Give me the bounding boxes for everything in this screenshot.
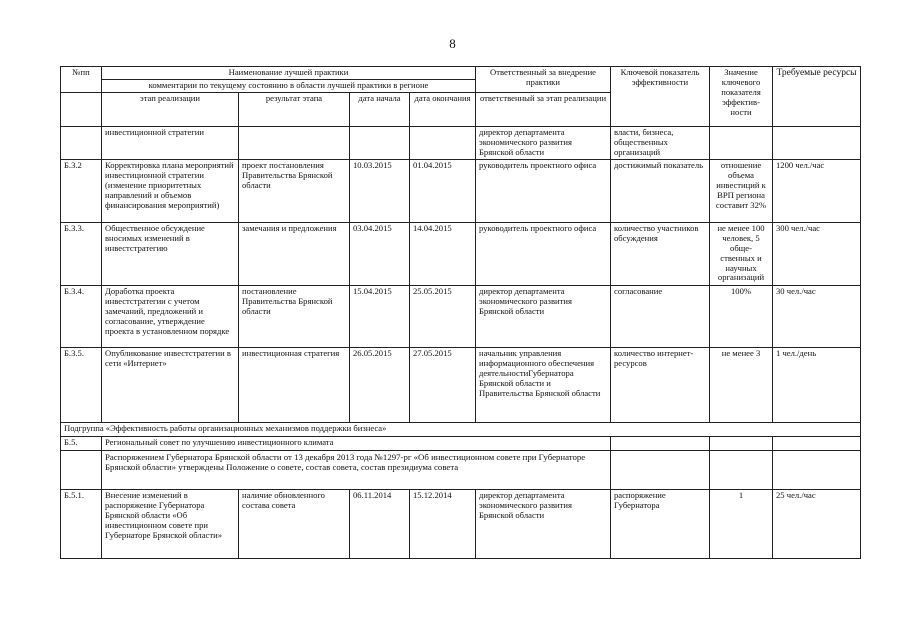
decree-empty bbox=[773, 451, 861, 490]
row-resources: 1200 чел./час bbox=[773, 160, 861, 223]
row-num: Б.3.2 bbox=[61, 160, 102, 223]
row-result: замечания и предложения bbox=[239, 223, 350, 286]
section-empty bbox=[773, 437, 861, 451]
section-row bbox=[61, 437, 861, 451]
decree-row bbox=[61, 451, 861, 490]
row-resources bbox=[773, 127, 861, 160]
row-value: не менее 100 человек, 5 обще-ственных и научных организаций bbox=[710, 223, 773, 286]
row-value: отношение объема инвестиций к ВРП региона составит 32% bbox=[710, 160, 773, 223]
row-start: 15.04.2015 bbox=[350, 286, 410, 348]
header-kpi: Ключевой показатель эффективности bbox=[611, 67, 710, 127]
row-result: постановление Правительства Брянской области bbox=[239, 286, 350, 348]
row-stage: Внесение изменений в распоряжение Губернатора Брянской области «Об инвестиционном совете при Губернаторе Брянской области» bbox=[102, 490, 239, 559]
page-number: 8 bbox=[449, 36, 456, 51]
row-start bbox=[350, 127, 410, 160]
row-start: 06.11.2014 bbox=[350, 490, 410, 559]
row-end bbox=[410, 127, 476, 160]
section-empty bbox=[611, 437, 710, 451]
header-start-date: дата начала bbox=[350, 93, 410, 127]
row-responsible: начальник управления информационного обеспечения деятельностиГубернатора Брянской области и Правительства Брянской области bbox=[476, 348, 611, 423]
row-num: Б.3.4. bbox=[61, 286, 102, 348]
row-resources: 25 чел./час bbox=[773, 490, 861, 559]
row-end: 14.04.2015 bbox=[410, 223, 476, 286]
row-resources: 30 чел./час bbox=[773, 286, 861, 348]
row-end: 25.05.2015 bbox=[410, 286, 476, 348]
header-num: №пп bbox=[61, 67, 102, 93]
row-num: Б.5.1. bbox=[61, 490, 102, 559]
table-row bbox=[61, 490, 861, 559]
header-stage: этап реализации bbox=[102, 93, 239, 127]
row-end: 15.12.2014 bbox=[410, 490, 476, 559]
row-responsible: директор департамента экономического развития Брянской области bbox=[476, 127, 611, 160]
header-row-1 bbox=[61, 67, 861, 80]
section-title: Региональный совет по улучшению инвестиционного климата bbox=[102, 437, 611, 451]
row-num bbox=[61, 127, 102, 160]
row-start: 26.05.2015 bbox=[350, 348, 410, 423]
row-kpi: согласование bbox=[611, 286, 710, 348]
row-responsible: руководитель проектного офиса bbox=[476, 223, 611, 286]
row-result: инвестиционная стратегия bbox=[239, 348, 350, 423]
table-row bbox=[61, 286, 861, 348]
decree-empty bbox=[611, 451, 710, 490]
section-num: Б.5. bbox=[61, 437, 102, 451]
row-result bbox=[239, 127, 350, 160]
header-kpi-value: Значение ключевого показателя эффектив-ности bbox=[710, 67, 773, 127]
row-resources: 300 чел./час bbox=[773, 223, 861, 286]
row-value bbox=[710, 127, 773, 160]
row-result: проект постановления Правительства Брянской области bbox=[239, 160, 350, 223]
row-kpi: достижимый показатель bbox=[611, 160, 710, 223]
subgroup-title: Подгруппа «Эффективность работы организационных механизмов поддержки бизнеса» bbox=[61, 423, 861, 437]
table-row bbox=[61, 348, 861, 423]
header-stage-responsible: ответственный за этап реализации bbox=[476, 93, 611, 127]
best-practice-table bbox=[60, 66, 861, 559]
row-num: Б.3.5. bbox=[61, 348, 102, 423]
table-row bbox=[61, 160, 861, 223]
row-responsible: директор департамента экономического развития Брянской области bbox=[476, 286, 611, 348]
decree-text: Распоряжением Губернатора Брянской области от 13 декабря 2013 года №1297-рг «Об инвестиционном совете при Губернаторе Брянской области» утверждены Положение о совете, состав совета, состав президиума совета bbox=[102, 451, 611, 490]
row-result: наличие обновленного состава совета bbox=[239, 490, 350, 559]
header-stage-result: результат этапа bbox=[239, 93, 350, 127]
row-num: Б.3.3. bbox=[61, 223, 102, 286]
row-responsible: руководитель проектного офиса bbox=[476, 160, 611, 223]
row-stage: Корректировка плана мероприятий инвестиционной стратегии (изменение приоритетных направлений и объемов финансирования мероприятий) bbox=[102, 160, 239, 223]
row-kpi: распоряжение Губернатора bbox=[611, 490, 710, 559]
subgroup-row bbox=[61, 423, 861, 437]
row-kpi: власти, бизнеса, общественных организаций bbox=[611, 127, 710, 160]
header-resources: Требуемые ресурсы bbox=[773, 67, 861, 127]
header-responsible: Ответственный за внедрение практики bbox=[476, 67, 611, 93]
row-responsible: директор департамента экономического развития Брянской области bbox=[476, 490, 611, 559]
header-end-date: дата окончания bbox=[410, 93, 476, 127]
row-value: 100% bbox=[710, 286, 773, 348]
header-empty bbox=[61, 93, 102, 127]
row-kpi: количество участников обсуждения bbox=[611, 223, 710, 286]
row-stage: Общественное обсуждение вносимых изменений в инвестстратегию bbox=[102, 223, 239, 286]
row-stage: Опубликование инвестстратегии в сети «Интернет» bbox=[102, 348, 239, 423]
section-empty bbox=[710, 437, 773, 451]
header-comments: комментарии по текущему состоянию в области лучшей практики в регионе bbox=[102, 80, 476, 93]
row-end: 01.04.2015 bbox=[410, 160, 476, 223]
table-row bbox=[61, 127, 861, 160]
row-value: 1 bbox=[710, 490, 773, 559]
row-start: 03.04.2015 bbox=[350, 223, 410, 286]
row-resources: 1 чел./день bbox=[773, 348, 861, 423]
row-kpi: количество интернет-ресурсов bbox=[611, 348, 710, 423]
header-practice-name: Наименование лучшей практики bbox=[102, 67, 476, 80]
row-value: не менее 3 bbox=[710, 348, 773, 423]
decree-empty bbox=[710, 451, 773, 490]
row-end: 27.05.2015 bbox=[410, 348, 476, 423]
table-row bbox=[61, 223, 861, 286]
row-stage: инвестиционной стратегии bbox=[102, 127, 239, 160]
row-stage: Доработка проекта инвестстратегии с учетом замечаний, предложений и согласование, утверждение проекта в установленном порядке bbox=[102, 286, 239, 348]
row-start: 10.03.2015 bbox=[350, 160, 410, 223]
decree-empty bbox=[61, 451, 102, 490]
